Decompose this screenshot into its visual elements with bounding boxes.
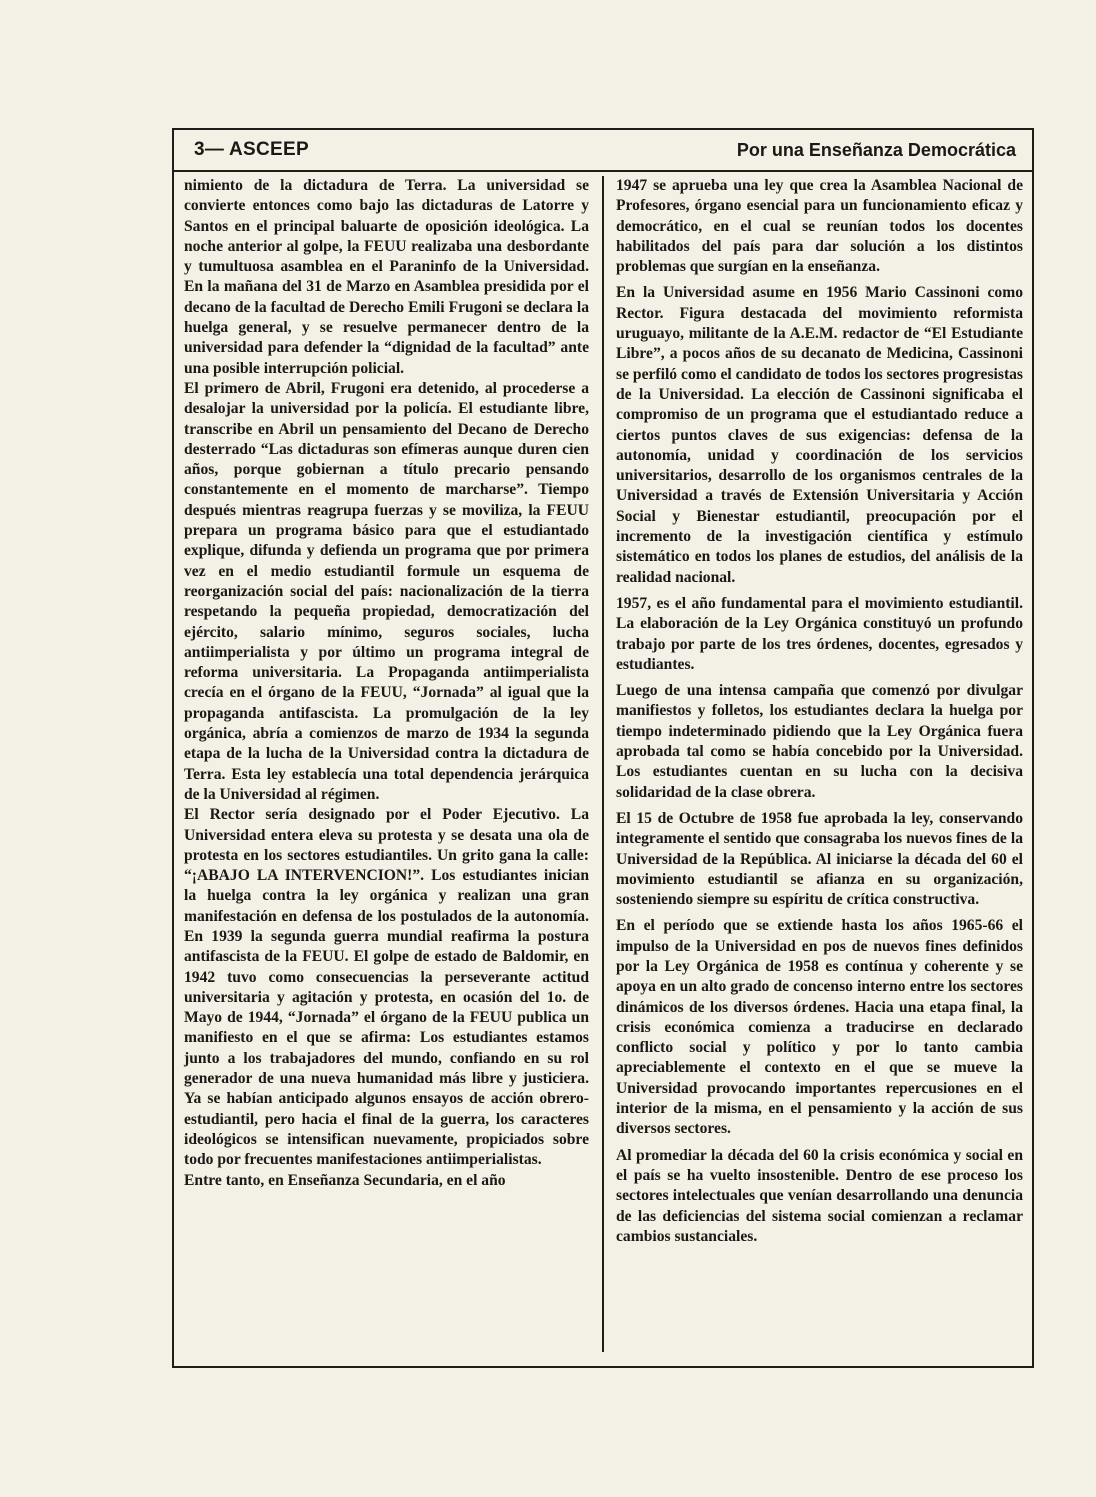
column-divider [602,176,604,1352]
publication-slogan: Por una Enseñanza Democrática [736,140,1016,160]
paragraph: nimiento de la dictadura de Terra. La universidad se convierte entonces como bajo las dictaduras de Latorre y Santos en el principal baluarte de oposición ideológica. La noche anterior al golpe, la FEUU realizaba una desbordante y tumultuosa asamblea en el Paraninfo de la Universidad. En la mañana del 31 de Marzo en Asamblea presidida por el decano de la facultad de Derecho Emili Frugoni se declara la huelga general, y se resuelve permanecer dentro de la universidad para defender la “dignidad de la facultad” ante una posible interrupción policial. [184,177,589,377]
paragraph: Al promediar la década del 60 la crisis económica y social en el país se ha vuelto insostenible. Dentro de ese proceso los sectores intelectuales que venían desarrollando una denuncia de las deficiencias del sistema social comienzan a reclamar cambios sustanciales. [616,1146,1023,1245]
paragraph: Luego de una intensa campaña que comenzó por divulgar manifiestos y folletos, los estudiantes declara la huelga por tiempo indeterminado pidiendo que la Ley Orgánica fuera aprobada tal como se había concebido por la Universidad. Los estudiantes cuentan en su lucha con la decisiva solidaridad de la clase obrera. [616,682,1023,801]
left-column [184,176,589,1191]
page-number-section: 3— ASCEEP [194,139,309,160]
paragraph: 1947 se aprueba una ley que crea la Asamblea Nacional de Profesores, órgano esencial para un funcionamiento eficaz y democrático, en el cual se reunían todos los docentes habilitados del país para dar solución a los distintos problemas que surgían en la enseñanza. [616,177,1023,276]
paragraph: El Rector sería designado por el Poder Ejecutivo. La Universidad entera eleva su protesta y se desata una ola de protesta en los sectores estudiantiles. Un grito gana la calle: “¡ABAJO LA INTERVENCION!”. Los estudiantes inician la huelga contra la ley orgánica y realizan una gran manifestación en defensa de los postulados de la autonomía. En 1939 la segunda guerra mundial reafirma la postura antifascista de la FEUU. El golpe de estado de Baldomir, en 1942 tuvo como consecuencias la perseverante actitud universitaria y agitación y protesta, en ocasión del 1o. de Mayo de 1944, “Jornada” el órgano de la FEUU publica un manifiesto en el que se afirma: Los estudiantes estamos junto a los trabajadores del mundo, confiando en su rol generador de una nueva humanidad más libre y justiciera. Ya se habían anticipado algunos ensayos de acción obrero-estudiantil, pero hacia el final de la guerra, los caracteres ideológicos se intensifican nuevamente, propiciados sobre todo por frecuentes manifestaciones antiimperialistas. [184,806,589,1169]
paragraph: Entre tanto, en Enseñanza Secundaria, en el año [184,1171,506,1189]
paragraph: El primero de Abril, Frugoni era detenido, al procederse a desalojar la universidad por la policía. El estudiante libre, transcribe en Abril un pensamiento del Decano de Derecho desterrado “Las dictaduras son efímeras aunque duren cien años, porque gobiernan a título precario pensando constantemente en el momento de marcharse”. Tiempo después mientras reagrupa fuerzas y se moviliza, la FEUU prepara un programa básico para que el estudiantado explique, difunda y defienda un programa que por primera vez en el medio estudiantil formule un esquema de reorganización social del país: nacionalización de la tierra respetando la pequeña propiedad, democratización del ejército, salario mínimo, seguros sociales, lucha antiimperialista y por último un programa integral de reforma universitaria. La Propaganda antiimperialista crecía en el órgano de la FEUU, “Jornada” al igual que la propaganda antifascista. La promulgación de la ley orgánica, abría a comienzos de marzo de 1934 la segunda etapa de la lucha de la Universidad contra la dictadura de Terra. Esta ley establecía una total dependencia jerárquica de la Universidad al régimen. [184,379,589,803]
paragraph: 1957, es el año fundamental para el movimiento estudiantil. La elaboración de la Ley Orgánica constituyó un profundo trabajo por parte de los tres órdenes, docentes, egresados y estudiantes. [616,594,1023,673]
paragraph: En la Universidad asume en 1956 Mario Cassinoni como Rector. Figura destacada del movimiento reformista uruguayo, militante de la A.E.M. redactor de “El Estudiante Libre”, a pocos años de su decanato de Medicina, Cassinoni se perfiló como el candidato de todos los sectores progresistas de la Universidad. La elección de Cassinoni significaba el compromiso de un programa que el estudiantado reduce a ciertos puntos claves de sus exigencias: defensa de la autonomía, unidad y coordinación de los servicios universitarios, desarrollo de los organismos centrales de la Universidad a través de Extensión Universitaria y Acción Social y Bienestar estudiantil, preocupación por el incremento de la investigación científica y estímulo sistemático en todos los planes de estudios, del análisis de la realidad nacional. [616,284,1023,586]
right-column [616,176,1023,1247]
page-frame [172,128,1034,1368]
paragraph: El 15 de Octubre de 1958 fue aprobada la ley, conservando integramente el sentido que consagraba los nuevos fines de la Universidad de la República. Al iniciarse la década del 60 el movimiento estudiantil se afianza en su organización, sosteniendo siempre su espíritu de crítica constructiva. [616,809,1023,909]
paragraph: En el período que se extiende hasta los años 1965-66 el impulso de la Universidad en pos de nuevos fines definidos por la Ley Orgánica de 1958 es contínua y coherente y se apoya en un alto grado de concenso interno entre los sectores dinámicos de los diversos órdenes. Hacia una etapa final, la crisis económica comienza a traducirse en declarado conflicto social y político y por lo tanto cambia apreciablemente el contexto en el que se mueve la Universidad provocando importantes repercusiones en el interior de la misma, en el pensamiento y la acción de sus diversos sectores. [616,917,1023,1138]
page-header [174,130,1032,172]
